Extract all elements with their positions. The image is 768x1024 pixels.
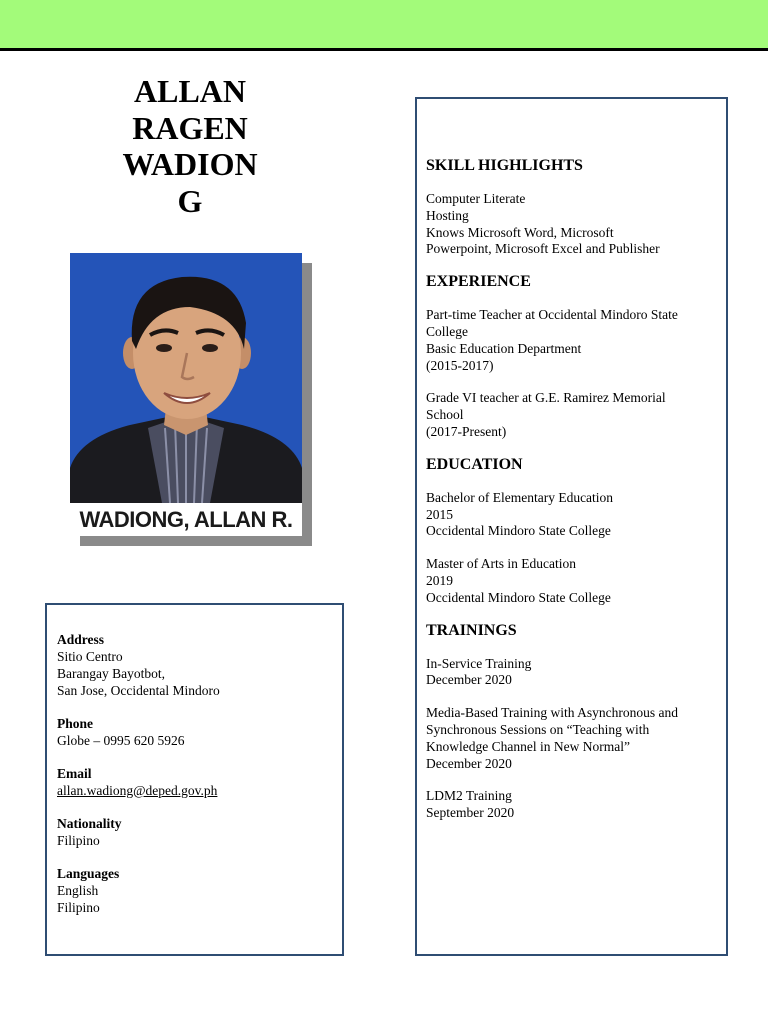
- entry-line: Occidental Mindoro State College: [426, 523, 611, 539]
- entry-line: Master of Arts in Education: [426, 556, 576, 572]
- training-entry: [426, 788, 726, 822]
- email-label: Email: [57, 766, 92, 781]
- entry-line: (2015-2017): [426, 357, 494, 373]
- skill-line: Powerpoint, Microsoft Excel and Publisher: [426, 241, 660, 257]
- phone-group: [57, 715, 342, 749]
- address-label: Address: [57, 632, 105, 647]
- name-line: G: [177, 182, 203, 219]
- nationality-value: Filipino: [57, 833, 100, 848]
- training-entry: [426, 656, 726, 690]
- contact-panel: [45, 603, 344, 956]
- nationality-group: [57, 815, 342, 849]
- phone-label: Phone: [57, 716, 94, 731]
- entry-line: School: [426, 407, 464, 423]
- name-line: WADION: [122, 146, 258, 182]
- email-group: [57, 765, 342, 799]
- portrait-illustration: [70, 253, 302, 503]
- address-group: [57, 631, 342, 699]
- skills-section: [426, 156, 726, 258]
- name-line: ALLAN: [133, 73, 246, 109]
- entry-line: (2017-Present): [426, 423, 507, 439]
- entry-line: 2015: [426, 506, 453, 522]
- profile-photo: [70, 253, 302, 503]
- languages-group: [57, 865, 342, 916]
- skill-line: Computer Literate: [426, 191, 526, 206]
- entry-line: September 2020: [426, 805, 515, 821]
- skills-entry: [426, 191, 726, 258]
- entry-line: December 2020: [426, 672, 512, 688]
- entry-line: 2019: [426, 572, 453, 588]
- section-title: EDUCATION: [426, 455, 523, 473]
- address-line: Barangay Bayotbot,: [57, 666, 165, 681]
- entry-line: Grade VI teacher at G.E. Ramirez Memorial: [426, 390, 666, 406]
- entry-line: Occidental Mindoro State College: [426, 589, 611, 605]
- education-entry: [426, 556, 726, 606]
- email-link[interactable]: allan.wadiong@deped.gov.ph: [57, 783, 218, 798]
- entry-line: Basic Education Department: [426, 340, 582, 356]
- education-entry: [426, 490, 726, 540]
- entry-line: Knowledge Channel in New Normal”: [426, 738, 630, 754]
- entry-line: Synchronous Sessions on “Teaching with: [426, 721, 650, 737]
- address-line: Sitio Centro: [57, 649, 123, 664]
- experience-section: [426, 272, 726, 441]
- nationality-label: Nationality: [57, 816, 122, 831]
- entry-line: LDM2 Training: [426, 788, 512, 804]
- resume-content-panel: [415, 97, 728, 956]
- education-section: [426, 455, 726, 607]
- top-color-band: [0, 0, 768, 51]
- experience-entry: [426, 307, 726, 374]
- entry-line: Media-Based Training with Asynchronous and: [426, 705, 678, 721]
- name-line: RAGEN: [132, 109, 248, 146]
- entry-line: December 2020: [426, 755, 512, 771]
- training-entry: [426, 705, 726, 772]
- phone-number: Globe – 0995 620 5926: [57, 733, 185, 748]
- entry-line: College: [426, 323, 468, 339]
- languages-label: Languages: [57, 866, 120, 881]
- entry-line: In-Service Training: [426, 655, 532, 671]
- address-line: San Jose, Occidental Mindoro: [57, 683, 220, 698]
- profile-photo-frame: [70, 253, 302, 536]
- trainings-section: [426, 621, 726, 822]
- section-title: SKILL HIGHLIGHTS: [426, 157, 583, 174]
- entry-line: Part-time Teacher at Occidental Mindoro State: [426, 307, 678, 323]
- skill-line: Hosting: [426, 207, 469, 223]
- resume-name: [100, 73, 280, 219]
- photo-caption: WADIONG, ALLAN R.: [70, 503, 302, 536]
- section-title: TRAININGS: [426, 621, 517, 639]
- experience-entry: [426, 390, 726, 440]
- skill-line: Knows Microsoft Word, Microsoft: [426, 224, 614, 240]
- entry-line: Bachelor of Elementary Education: [426, 489, 614, 505]
- language-item: English: [57, 883, 99, 898]
- section-title: EXPERIENCE: [426, 273, 531, 291]
- language-item: Filipino: [57, 900, 100, 915]
